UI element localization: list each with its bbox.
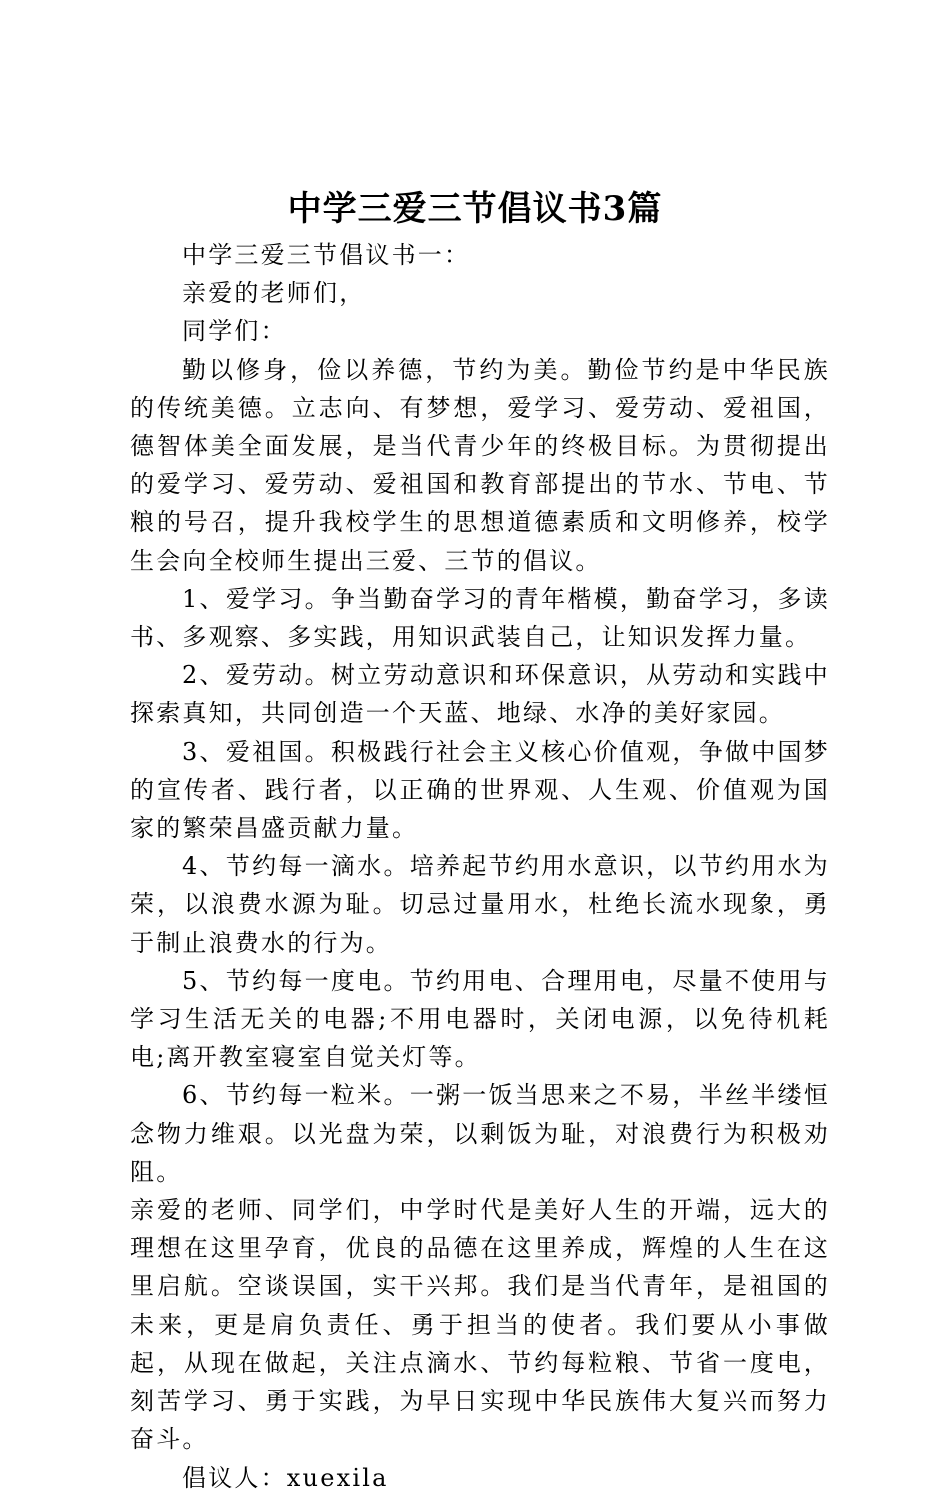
paragraph-intro: 勤以修身，俭以养德，节约为美。勤俭节约是中华民族的传统美德。立志向、有梦想，爱学习、爱劳动、爱祖国，德智体美全面发展，是当代青少年的终极目标。为贯彻提出的爱学习、爱劳动、爱祖国和教育部提出的节水、节电、节粮的号召，提升我校学生的思想道德素质和文明修养，校学生会向全校师生提出三爱、三节的倡议。: [130, 355, 830, 575]
paragraph-item-2: 2、爱劳动。树立劳动意识和环保意识，从劳动和实践中探索真知，共同创造一个天蓝、地绿、水净的美好家园。: [130, 661, 830, 728]
paragraph-item-6: 6、节约每一粒米。一粥一饭当思来之不易，半丝半缕恒念物力维艰。以光盘为荣，以剩饭为耻，对浪费行为积极劝阻。: [130, 1081, 830, 1186]
paragraph-signature: 倡议人：xuexila: [182, 1463, 389, 1492]
paragraph-item-5: 5、节约每一度电。节约用电、合理用电，尽量不使用与学习生活无关的电器;不用电器时，关闭电源，以免待机耗电;离开教室寝室自觉关灯等。: [130, 966, 830, 1072]
paragraph-item-3: 3、爱祖国。积极践行社会主义核心价值观，争做中国梦的宣传者、践行者，以正确的世界观、人生观、价值观为国家的繁荣昌盛贡献力量。: [130, 737, 830, 843]
paragraph-item-1: 1、爱学习。争当勤奋学习的青年楷模，勤奋学习，多读书、多观察、多实践，用知识武装自己，让知识发挥力量。: [130, 584, 830, 652]
document-title: 中学三爱三节倡议书3篇: [287, 189, 663, 229]
paragraph-salutation-teachers: 亲爱的老师们，: [182, 279, 366, 308]
paragraph-closing: 亲爱的老师、同学们，中学时代是美好人生的开端，远大的理想在这里孕育，优良的品德在这里养成，辉煌的人生在这里启航。空谈误国，实干兴邦。我们是当代青年，是祖国的未来，更是肩负责任、勇于担当的使者。我们要从小事做起，从现在做起，关注点滴水、节约每粒粮、节省一度电，刻苦学习、勇于实践，为早日实现中华民族伟大复兴而努力奋斗。: [130, 1196, 830, 1454]
paragraph-heading: 中学三爱三节倡议书一：: [182, 241, 471, 269]
paragraph-item-4: 4、节约每一滴水。培养起节约用水意识，以节约用水为荣，以浪费水源为耻。切忌过量用水，杜绝长流水现象，勇于制止浪费水的行为。: [130, 852, 830, 957]
document-body: [130, 236, 830, 1497]
paragraph-salutation-students: 同学们：: [182, 317, 287, 346]
